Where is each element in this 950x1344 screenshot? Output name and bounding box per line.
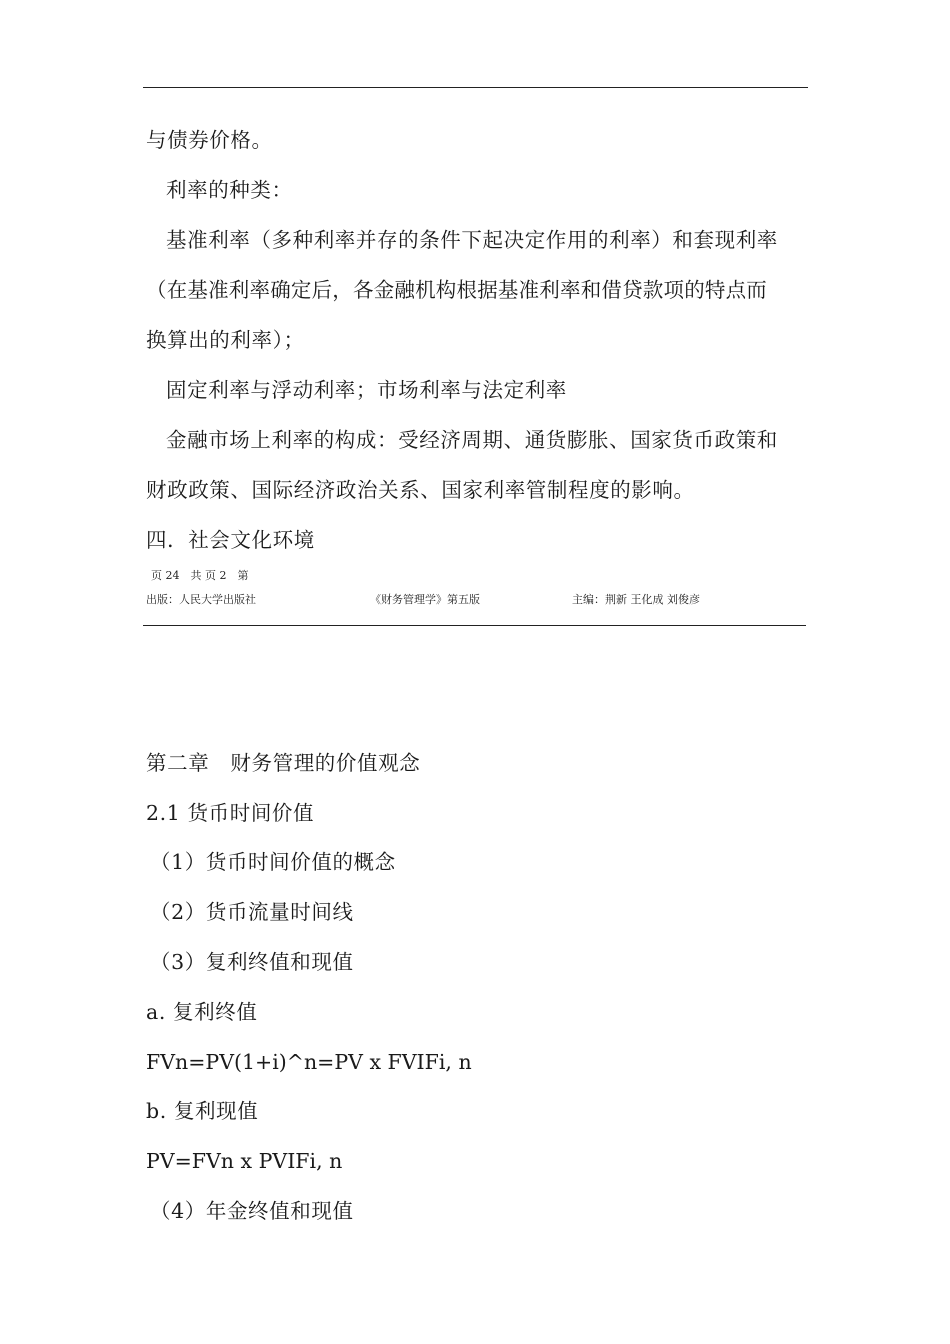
text-line: 基准利率（多种利率并存的条件下起决定作用的利率）和套现利率 xyxy=(166,228,778,252)
section-heading: 四．社会文化环境 xyxy=(146,528,315,552)
sub-item: a. 复利终值 xyxy=(146,1000,258,1024)
page-top-rule xyxy=(143,87,808,88)
text-line: 利率的种类： xyxy=(166,178,293,202)
formula: FVn=PV(1+i)^n=PV x FVIFi, n xyxy=(146,1050,472,1074)
chapter-heading: 第二章 财务管理的价值观念 xyxy=(146,751,421,775)
page-bottom-rule xyxy=(143,625,806,626)
list-item: （1）货币时间价值的概念 xyxy=(150,850,396,874)
text-line: 固定利率与浮动利率；市场利率与法定利率 xyxy=(166,378,567,402)
text-line: 财政政策、国际经济政治关系、国家利率管制程度的影响。 xyxy=(146,478,695,502)
footer-editors: 主编：荆新 王化成 刘俊彦 xyxy=(572,593,700,606)
sub-item: b. 复利现值 xyxy=(146,1099,259,1123)
text-line: 换算出的利率）； xyxy=(146,328,305,352)
footer-page-info: 页 24 共 页 2 第 xyxy=(151,569,249,582)
footer-publisher: 出版：人民大学出版社 xyxy=(146,593,256,606)
footer-book-title: 《财务管理学》第五版 xyxy=(370,593,480,606)
formula: PV=FVn x PVIFi, n xyxy=(146,1149,343,1173)
section-heading: 2.1 货币时间价值 xyxy=(146,801,315,825)
list-item: （2）货币流量时间线 xyxy=(150,900,354,924)
list-item: （3）复利终值和现值 xyxy=(150,950,354,974)
text-line: （在基准利率确定后，各金融机构根据基准利率和借贷款项的特点而 xyxy=(146,278,767,302)
text-line: 与债券价格。 xyxy=(146,128,273,152)
text-line: 金融市场上利率的构成：受经济周期、通货膨胀、国家货币政策和 xyxy=(166,428,778,452)
list-item: （4）年金终值和现值 xyxy=(150,1199,354,1223)
